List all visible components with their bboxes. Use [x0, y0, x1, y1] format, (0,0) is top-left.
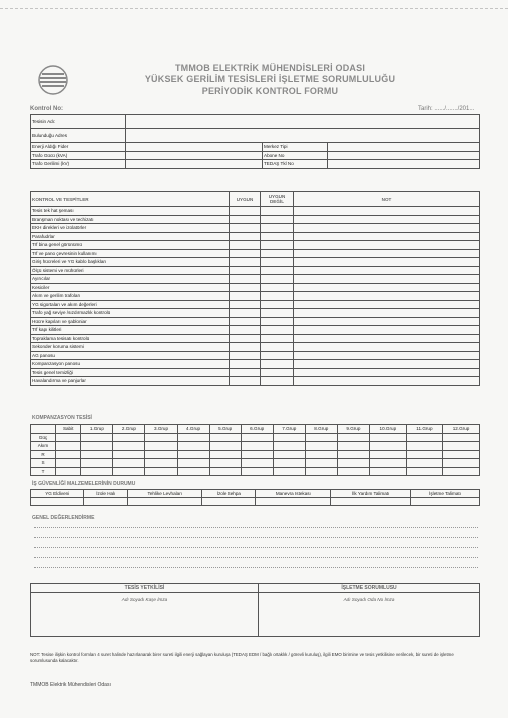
checklist-row	[31, 275, 480, 284]
emo-logo-icon	[36, 64, 70, 96]
compensation-group-header: 1.Grup	[81, 425, 113, 434]
compensation-row-label: Güç	[31, 433, 56, 442]
compensation-value-cell[interactable]	[56, 433, 81, 442]
safety-status-cell[interactable]	[31, 498, 84, 506]
feeder-label: Enerji Aldığı Fider	[31, 143, 126, 152]
compensation-value-cell[interactable]	[113, 450, 145, 459]
compensation-group-header: 4.Grup	[177, 425, 209, 434]
checklist-note-cell[interactable]	[294, 317, 480, 326]
checklist-ok-cell[interactable]	[230, 368, 261, 377]
compensation-row-label: Akım	[31, 442, 56, 451]
evaluation-line[interactable]	[34, 527, 478, 528]
checklist-item-label: Trf bina genel görünümü	[31, 241, 230, 250]
checklist-ok-cell[interactable]	[230, 326, 261, 335]
checklist-note-cell[interactable]	[294, 292, 480, 301]
safety-status-cell[interactable]	[256, 498, 331, 506]
compensation-group-header: 11.Grup	[406, 425, 442, 434]
compensation-value-cell[interactable]	[273, 467, 305, 476]
checklist-not-ok-cell[interactable]	[261, 343, 294, 352]
safety-item-label: Tehlike Levhaları	[128, 490, 202, 498]
compensation-group-header: 9.Grup	[337, 425, 369, 434]
evaluation-line[interactable]	[34, 547, 478, 548]
checklist-note-cell[interactable]	[294, 334, 480, 343]
compensation-value-cell[interactable]	[145, 459, 177, 468]
compensation-row-label: R	[31, 450, 56, 459]
compensation-row-label: S	[31, 459, 56, 468]
safety-status-cell[interactable]	[84, 498, 128, 506]
compensation-value-cell[interactable]	[273, 450, 305, 459]
compensation-value-cell[interactable]	[145, 442, 177, 451]
checklist-note-cell[interactable]	[294, 377, 480, 386]
checklist-item-label: Branşman noktası ve techizatı	[31, 215, 230, 224]
checklist-not-ok-cell[interactable]	[261, 241, 294, 250]
compensation-value-cell[interactable]	[406, 467, 442, 476]
checklist-ok-cell[interactable]	[230, 258, 261, 267]
checklist-row	[31, 249, 480, 258]
evaluation-line[interactable]	[34, 567, 478, 568]
checks-header-note: NOT	[294, 192, 480, 207]
trafo-voltage-label: Trafo Gerilimi (kV)	[31, 160, 126, 169]
compensation-value-cell[interactable]	[443, 467, 480, 476]
checklist-not-ok-cell[interactable]	[261, 207, 294, 216]
checklist-row	[31, 343, 480, 352]
checklist-not-ok-cell[interactable]	[261, 351, 294, 360]
general-evaluation-title: GENEL DEĞERLENDİRME	[32, 515, 95, 521]
safety-item-label: YG Eldiveni	[31, 490, 84, 498]
compensation-value-cell[interactable]	[406, 433, 442, 442]
compensation-value-cell[interactable]	[337, 442, 369, 451]
compensation-value-cell[interactable]	[241, 442, 273, 451]
checklist-ok-cell[interactable]	[230, 215, 261, 224]
checklist-item-label: Topraklama tesisatı kontrolü	[31, 334, 230, 343]
checklist-row	[31, 266, 480, 275]
checklist-item-label: Giriş hücreleri ve YG kablo başlıkları	[31, 258, 230, 267]
compensation-value-cell[interactable]	[337, 433, 369, 442]
checklist-item-label: Ayırıcılar	[31, 275, 230, 284]
compensation-group-header: 8.Grup	[305, 425, 337, 434]
compensation-value-cell[interactable]	[145, 450, 177, 459]
inspection-checklist	[30, 191, 480, 386]
checklist-ok-cell[interactable]	[230, 309, 261, 318]
facility-name-field[interactable]	[126, 115, 480, 129]
facility-authority-signature[interactable]: Adı Soyadı Kaşe İmza	[31, 593, 259, 637]
header-line-1: TMMOB ELEKTRİK MÜHENDİSLERİ ODASI	[174, 63, 366, 73]
compensation-value-cell[interactable]	[113, 459, 145, 468]
meter-type-label: Merkez Tipi	[263, 143, 328, 152]
compensation-value-cell[interactable]	[305, 450, 337, 459]
evaluation-line[interactable]	[34, 557, 478, 558]
subscriber-field[interactable]	[328, 151, 480, 160]
checklist-item-label: Sekonder koruma sistemi	[31, 343, 230, 352]
checklist-item-label: Trf kapı kilitleri	[31, 326, 230, 335]
compensation-value-cell[interactable]	[241, 433, 273, 442]
compensation-value-cell[interactable]	[177, 467, 209, 476]
facility-name-label: Tesisin Adı:	[31, 115, 126, 129]
compensation-value-cell[interactable]	[177, 442, 209, 451]
checklist-ok-cell[interactable]	[230, 377, 261, 386]
compensation-value-cell[interactable]	[241, 450, 273, 459]
compensation-value-cell[interactable]	[241, 467, 273, 476]
checklist-not-ok-cell[interactable]	[261, 326, 294, 335]
checklist-note-cell[interactable]	[294, 224, 480, 233]
checklist-row	[31, 309, 480, 318]
checklist-ok-cell[interactable]	[230, 317, 261, 326]
signature-table	[30, 583, 480, 637]
checks-header-ok: UYGUN	[230, 192, 261, 207]
checklist-row	[31, 368, 480, 377]
checklist-item-label: Havalandırma ve panjurlar	[31, 377, 230, 386]
checklist-item-label: Parafudrlar	[31, 232, 230, 241]
compensation-value-cell[interactable]	[113, 433, 145, 442]
safety-table	[30, 489, 480, 506]
checklist-item-label: Hücre kapıları ve şabloniar	[31, 317, 230, 326]
checklist-item-label: Tesis genel temizliği	[31, 368, 230, 377]
compensation-group-header: Sabit	[56, 425, 81, 434]
checklist-note-cell[interactable]	[294, 368, 480, 377]
checklist-note-cell[interactable]	[294, 241, 480, 250]
checklist-row	[31, 258, 480, 267]
compensation-value-cell[interactable]	[81, 442, 113, 451]
address-label: Bulunduğu Adres	[31, 129, 126, 143]
checklist-note-cell[interactable]	[294, 351, 480, 360]
compensation-value-cell[interactable]	[209, 442, 241, 451]
compensation-value-cell[interactable]	[177, 433, 209, 442]
checklist-ok-cell[interactable]	[230, 334, 261, 343]
compensation-value-cell[interactable]	[305, 433, 337, 442]
compensation-value-cell[interactable]	[443, 450, 480, 459]
checklist-item-label: Trafo yağ seviye /sızdırmazlık kontrolü	[31, 309, 230, 318]
compensation-value-cell[interactable]	[369, 450, 406, 459]
checklist-ok-cell[interactable]	[230, 232, 261, 241]
compensation-corner-cell	[31, 425, 56, 434]
checklist-note-cell[interactable]	[294, 360, 480, 369]
checklist-row	[31, 326, 480, 335]
checklist-row	[31, 351, 480, 360]
facility-info-table	[30, 114, 480, 169]
checklist-note-cell[interactable]	[294, 232, 480, 241]
checklist-note-cell[interactable]	[294, 275, 480, 284]
safety-item-label: İşletme Talimatı	[411, 490, 480, 498]
compensation-value-cell[interactable]	[56, 442, 81, 451]
checklist-row	[31, 224, 480, 233]
checklist-ok-cell[interactable]	[230, 224, 261, 233]
checklist-row	[31, 300, 480, 309]
compensation-value-cell[interactable]	[337, 459, 369, 468]
checklist-not-ok-cell[interactable]	[261, 292, 294, 301]
checklist-item-label: Ölçü sistemi ve mühürleri	[31, 266, 230, 275]
compensation-value-cell[interactable]	[81, 450, 113, 459]
checklist-ok-cell[interactable]	[230, 249, 261, 258]
compensation-value-cell[interactable]	[305, 442, 337, 451]
compensation-value-cell[interactable]	[209, 459, 241, 468]
safety-status-cell[interactable]	[411, 498, 480, 506]
compensation-value-cell[interactable]	[177, 450, 209, 459]
compensation-group-header: 7.Grup	[273, 425, 305, 434]
compensation-value-cell[interactable]	[443, 433, 480, 442]
checklist-note-cell[interactable]	[294, 258, 480, 267]
address-field[interactable]	[126, 129, 480, 143]
operation-responsible-title: İŞLETME SORUMLUSU	[259, 584, 480, 593]
compensation-value-cell[interactable]	[145, 467, 177, 476]
checklist-ok-cell[interactable]	[230, 292, 261, 301]
compensation-value-cell[interactable]	[56, 467, 81, 476]
checklist-item-label: Kesiciler	[31, 283, 230, 292]
checklist-not-ok-cell[interactable]	[261, 258, 294, 267]
compensation-value-cell[interactable]	[209, 433, 241, 442]
checks-header-not-ok: UYGUN DEĞİL	[261, 192, 294, 207]
checklist-item-label: Trf ve pano çevresinin kullanımı	[31, 249, 230, 258]
checklist-not-ok-cell[interactable]	[261, 275, 294, 284]
trafo-power-field[interactable]	[126, 151, 263, 160]
checklist-ok-cell[interactable]	[230, 266, 261, 275]
tedas-label: TEDAŞ Tkl No	[263, 160, 328, 169]
compensation-group-header: 5.Grup	[209, 425, 241, 434]
compensation-value-cell[interactable]	[337, 450, 369, 459]
compensation-value-cell[interactable]	[443, 442, 480, 451]
safety-item-label: İlk Yardım Talimatı	[331, 490, 411, 498]
checklist-ok-cell[interactable]	[230, 300, 261, 309]
checklist-item-label: Akım ve gerilim trafoları	[31, 292, 230, 301]
compensation-value-cell[interactable]	[337, 467, 369, 476]
note-text: NOT: Tesise ilişkin kontrol formları 4 suret halinde hazırlanarak birer sureti ilgili enerji sağlayan kuruluşa (TEDAŞ EDM / bağlı ortaklık / görevli kuruluş), ilgili EMO birimine ve tesis yetkilisine verilecek, bir sureti de işletme sorumlusunda kalacaktır.	[30, 652, 454, 663]
compensation-group-header: 10.Grup	[369, 425, 406, 434]
checklist-row	[31, 292, 480, 301]
compensation-group-header: 12.Grup	[443, 425, 480, 434]
checklist-item-label: Tesis tek hat şeması	[31, 207, 230, 216]
checklist-ok-cell[interactable]	[230, 275, 261, 284]
compensation-value-cell[interactable]	[241, 459, 273, 468]
checklist-not-ok-cell[interactable]	[261, 334, 294, 343]
checklist-not-ok-cell[interactable]	[261, 309, 294, 318]
checklist-ok-cell[interactable]	[230, 207, 261, 216]
checklist-not-ok-cell[interactable]	[261, 283, 294, 292]
checklist-row	[31, 317, 480, 326]
feeder-field[interactable]	[126, 143, 263, 152]
checklist-note-cell[interactable]	[294, 283, 480, 292]
compensation-value-cell[interactable]	[273, 433, 305, 442]
safety-item-label: İzole Halı	[84, 490, 128, 498]
compensation-value-cell[interactable]	[305, 467, 337, 476]
checklist-row	[31, 215, 480, 224]
safety-status-cell[interactable]	[331, 498, 411, 506]
compensation-value-cell[interactable]	[273, 442, 305, 451]
checklist-item-label: Kompanzasyon panosu	[31, 360, 230, 369]
checklist-note-cell[interactable]	[294, 309, 480, 318]
header-line-3: PERİYODİK KONTROL FORMU	[201, 86, 339, 96]
subscriber-label: Abone No	[263, 151, 328, 160]
trafo-power-label: Trafo Gücü (kVA)	[31, 151, 126, 160]
scan-edge-line	[0, 8, 508, 9]
checklist-item-label: AG panosu	[31, 351, 230, 360]
checklist-note-cell[interactable]	[294, 249, 480, 258]
compensation-value-cell[interactable]	[209, 467, 241, 476]
compensation-value-cell[interactable]	[113, 442, 145, 451]
checklist-row	[31, 207, 480, 216]
checklist-row	[31, 377, 480, 386]
date-label: Tarih: ....../......./201...	[418, 106, 475, 112]
safety-item-label: Manevra Istekası	[256, 490, 331, 498]
compensation-value-cell[interactable]	[369, 442, 406, 451]
checklist-row	[31, 241, 480, 250]
safety-item-label: İzole Sehpa	[202, 490, 256, 498]
checklist-note-cell[interactable]	[294, 326, 480, 335]
compensation-value-cell[interactable]	[113, 467, 145, 476]
compensation-value-cell[interactable]	[406, 459, 442, 468]
compensation-value-cell[interactable]	[177, 459, 209, 468]
header-line-2: YÜKSEK GERİLİM TESİSLERİ İŞLETME SORUMLULUĞU	[144, 74, 396, 84]
checklist-not-ok-cell[interactable]	[261, 232, 294, 241]
safety-title: İŞ GÜVENLİĞİ MALZEMELERİNİN DURUMU	[32, 481, 136, 487]
checklist-not-ok-cell[interactable]	[261, 224, 294, 233]
compensation-value-cell[interactable]	[273, 459, 305, 468]
control-no-label: Kontrol No:	[30, 106, 63, 112]
footer-text: TMMOB Elektrik Mühendisleri Odası	[30, 682, 111, 688]
compensation-group-header: 3.Grup	[145, 425, 177, 434]
checklist-not-ok-cell[interactable]	[261, 377, 294, 386]
compensation-group-header: 2.Grup	[113, 425, 145, 434]
compensation-value-cell[interactable]	[56, 459, 81, 468]
checklist-ok-cell[interactable]	[230, 351, 261, 360]
checklist-not-ok-cell[interactable]	[261, 300, 294, 309]
checklist-not-ok-cell[interactable]	[261, 317, 294, 326]
checklist-row	[31, 360, 480, 369]
facility-authority-title: TESİS YETKİLİSİ	[31, 584, 259, 593]
safety-status-cell[interactable]	[128, 498, 202, 506]
checklist-note-cell[interactable]	[294, 343, 480, 352]
checklist-row	[31, 334, 480, 343]
compensation-group-header: 6.Grup	[241, 425, 273, 434]
compensation-value-cell[interactable]	[81, 459, 113, 468]
trafo-voltage-field[interactable]	[126, 160, 263, 169]
checklist-note-cell[interactable]	[294, 300, 480, 309]
checklist-item-label: EKH direkleri ve izolatörler	[31, 224, 230, 233]
compensation-value-cell[interactable]	[369, 433, 406, 442]
checklist-ok-cell[interactable]	[230, 343, 261, 352]
compensation-title: KOMPANZASYON TESİSİ	[32, 415, 92, 421]
checklist-not-ok-cell[interactable]	[261, 266, 294, 275]
checklist-ok-cell[interactable]	[230, 283, 261, 292]
checklist-note-cell[interactable]	[294, 207, 480, 216]
compensation-row-label: T	[31, 467, 56, 476]
evaluation-line[interactable]	[34, 537, 478, 538]
checklist-not-ok-cell[interactable]	[261, 215, 294, 224]
checklist-note-cell[interactable]	[294, 266, 480, 275]
compensation-value-cell[interactable]	[145, 433, 177, 442]
compensation-value-cell[interactable]	[406, 450, 442, 459]
checklist-not-ok-cell[interactable]	[261, 360, 294, 369]
compensation-value-cell[interactable]	[443, 459, 480, 468]
compensation-value-cell[interactable]	[369, 467, 406, 476]
checklist-item-label: YG sigortaları ve akım değerleri	[31, 300, 230, 309]
checklist-row	[31, 232, 480, 241]
checklist-ok-cell[interactable]	[230, 360, 261, 369]
checklist-note-cell[interactable]	[294, 215, 480, 224]
tedas-field[interactable]	[328, 160, 480, 169]
compensation-table	[30, 424, 480, 476]
compensation-value-cell[interactable]	[369, 459, 406, 468]
compensation-value-cell[interactable]	[56, 450, 81, 459]
checks-header-item: KONTROL VE TESPİTLER	[31, 192, 230, 207]
compensation-value-cell[interactable]	[305, 459, 337, 468]
checklist-ok-cell[interactable]	[230, 241, 261, 250]
safety-status-cell[interactable]	[202, 498, 256, 506]
checklist-not-ok-cell[interactable]	[261, 368, 294, 377]
operation-responsible-signature[interactable]: Adı Soyadı Oda No İmza	[259, 593, 480, 637]
meter-type-field[interactable]	[328, 143, 480, 152]
checklist-row	[31, 283, 480, 292]
compensation-value-cell[interactable]	[81, 467, 113, 476]
compensation-value-cell[interactable]	[406, 442, 442, 451]
checklist-not-ok-cell[interactable]	[261, 249, 294, 258]
compensation-value-cell[interactable]	[209, 450, 241, 459]
compensation-value-cell[interactable]	[81, 433, 113, 442]
